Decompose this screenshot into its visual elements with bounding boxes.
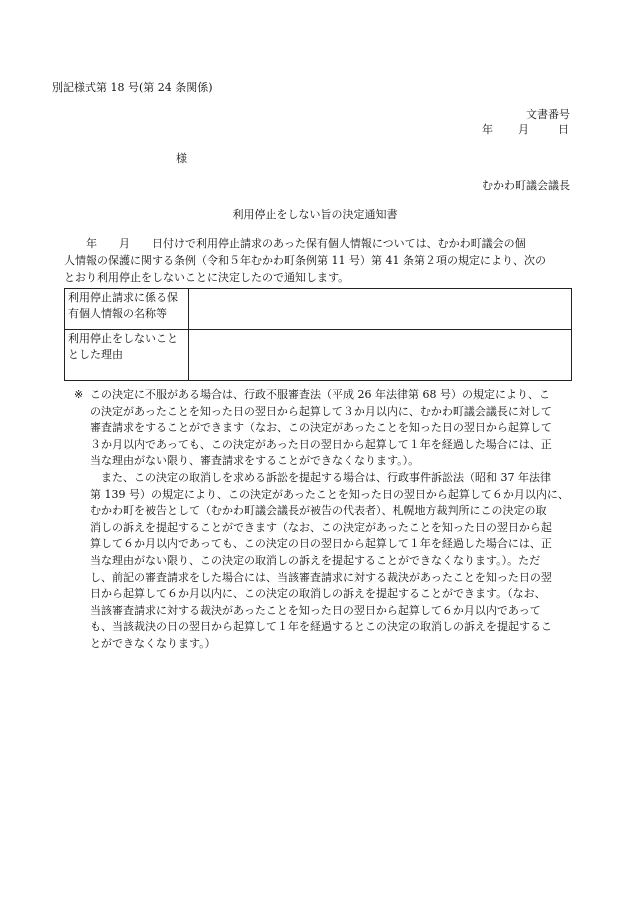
table-row <box>65 289 572 330</box>
date-month-label: 月 <box>518 123 529 136</box>
reason-value <box>189 330 572 381</box>
notice-body <box>64 235 576 286</box>
note-line: も、当該裁決の日の翌日から起算して１年を経過するとこの決定の取消しの訴えを提起するこ <box>90 620 552 634</box>
date-year-label: 年 <box>482 123 493 136</box>
document-number-label: 文書番号 <box>526 108 570 121</box>
date-day-label: 日 <box>558 123 569 136</box>
note-line: また、この決定の取消しを求める訴訟を提起する場合は、行政事件訴訟法（昭和 37 年法律 <box>90 470 551 484</box>
note-line: の決定があったことを知った日の翌日から起算して３か月以内に、むかわ町議会議長に対して <box>90 404 552 418</box>
note-line: 消しの訴えを提起することができます（なお、この決定があったことを知った日の翌日から起 <box>90 520 552 534</box>
issuer-name: むかわ町議会議長 <box>482 179 570 192</box>
note-line: し、前記の審査請求をした場合には、当該審査請求に対する裁決があったことを知った日の翌 <box>90 570 552 584</box>
info-name-label: 利用停止請求に係る保有個人情報の名称等 <box>65 289 189 330</box>
notice-body-line: 人情報の保護に関する条例（令和５年むかわ町条例第 11 号）第 41 条第２項の規定により、次の <box>64 254 546 267</box>
note-line: むかわ町を被告として（むかわ町議会議長が被告の代表者）、札幌地方裁判所にこの決定の取 <box>90 504 547 518</box>
note-line: 第 139 号）の規定により、この決定があったことを知った日の翌日から起算して６か月以内に、 <box>90 487 569 501</box>
note-line: この決定に不服がある場合は、行政不服審査法（平成 26 年法律第 68 号）の規定により、こ <box>90 388 550 401</box>
note-line: 審査請求をすることができます（なお、この決定があったことを知った日の翌日から起算して <box>90 421 552 435</box>
note-line: 当な理由がない限り、審査請求をすることができなくなります。）。 <box>90 454 420 468</box>
note-line: ３か月以内であっても、この決定があった日の翌日から起算して１年を経過した場合には、正 <box>90 437 552 451</box>
note-line: 算して６か月以内であっても、この決定の日の翌日から起算して１年を経過した場合には、正 <box>90 537 552 551</box>
note-line: 当該審査請求に対する裁決があったことを知った日の翌日から起算して６か月以内であって <box>90 603 541 617</box>
notice-body-line: とおり利用停止をしないことに決定したので通知します。 <box>64 271 350 284</box>
notice-body-line: 年 月 日付けで利用停止請求のあった保有個人情報については、むかわ町議会の個 <box>64 237 526 250</box>
note-mark: ※ <box>74 388 84 401</box>
note-line: とができなくなります。） <box>90 636 216 650</box>
table-row <box>65 330 572 381</box>
info-table <box>64 288 572 381</box>
info-name-value <box>189 289 572 330</box>
note-text <box>90 386 580 652</box>
form-number: 別記様式第 18 号(第 24 条関係) <box>52 81 213 94</box>
note-line: 日から起算して６か月以内に、この決定の取消しの訴えを提起することができます。（なお、 <box>90 587 546 601</box>
reason-label: 利用停止をしないこととした理由 <box>65 330 189 381</box>
document-title: 利用停止をしない旨の決定通知書 <box>232 208 398 221</box>
note-line: 当な理由がない限り、この決定の取消しの訴えを提起することができなくなります。）。ただ <box>90 553 541 567</box>
recipient-suffix: 様 <box>176 152 187 165</box>
